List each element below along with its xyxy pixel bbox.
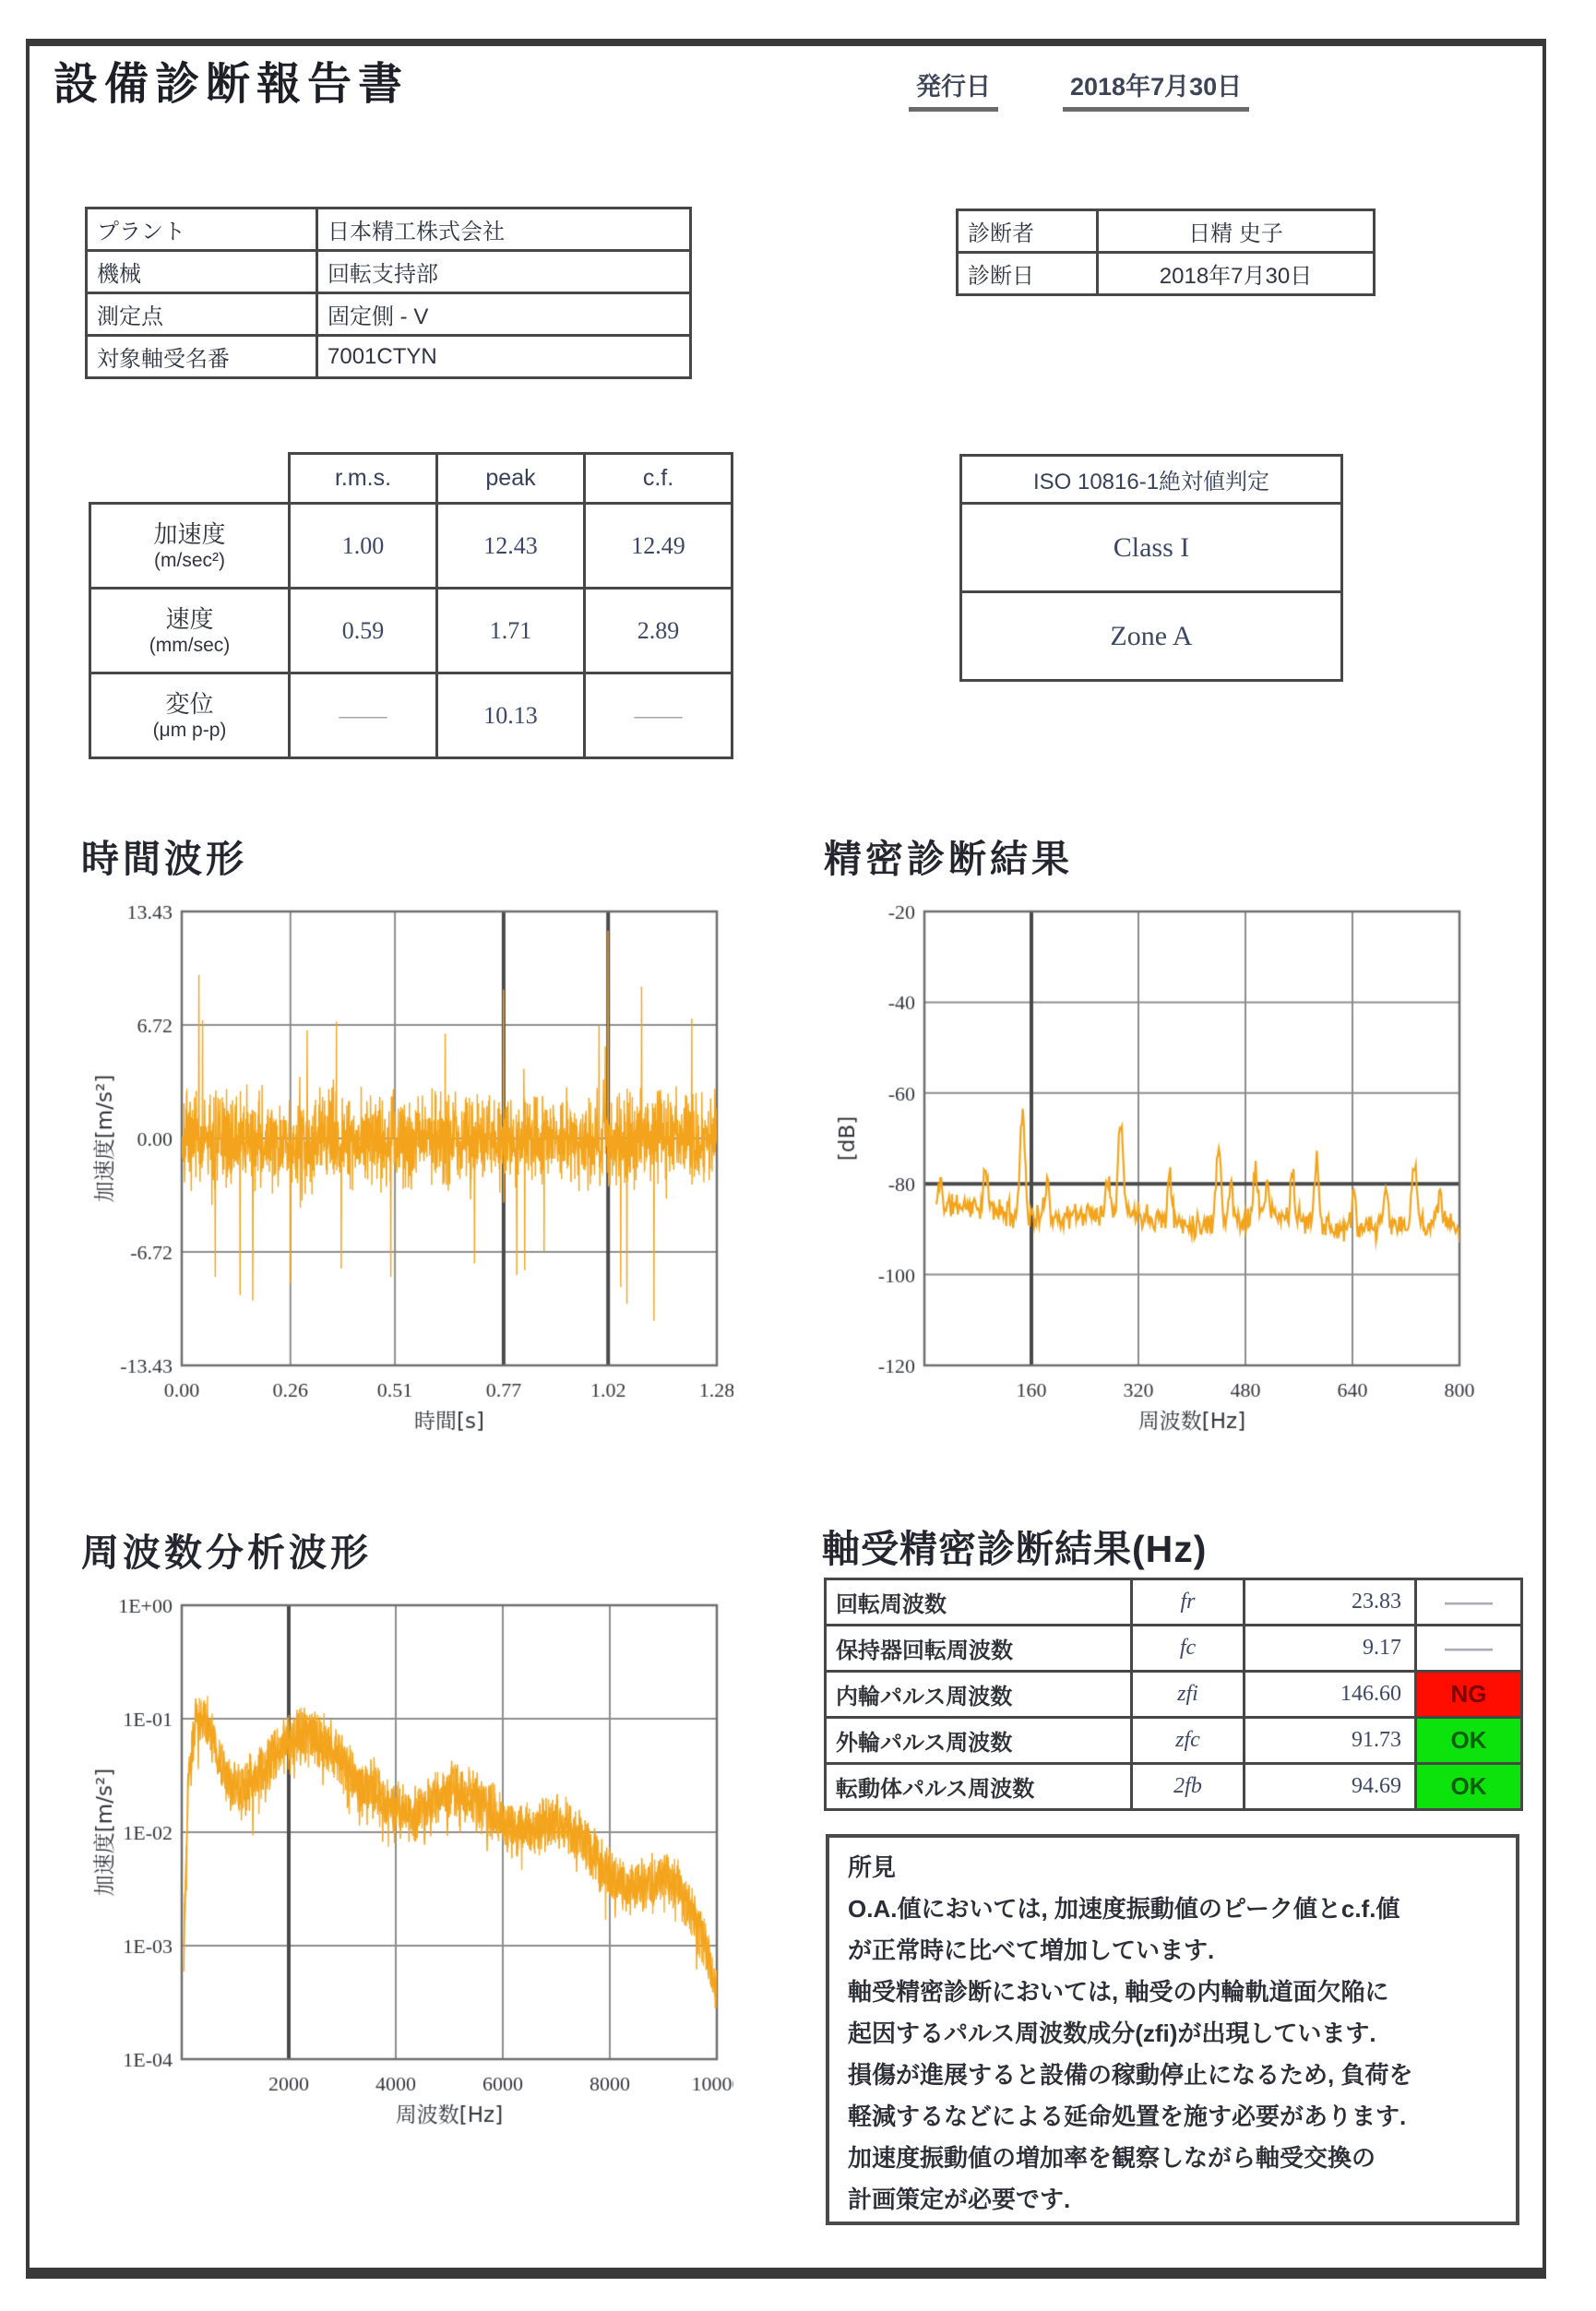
info-value: 回転支持部	[317, 251, 691, 293]
envelope-spectrum-chart	[830, 897, 1476, 1450]
table-row	[958, 253, 1375, 295]
time-waveform-chart	[88, 897, 733, 1450]
row-unit: (μm p-p)	[152, 719, 227, 741]
status-badge-ng: NG	[1416, 1672, 1522, 1718]
table-row	[958, 210, 1375, 253]
row-label: 変位	[165, 689, 214, 718]
table-row-rolling-element-pulse	[826, 1764, 1522, 1810]
table-row-displacement	[90, 673, 732, 758]
info-value: 2018年7月30日	[1098, 253, 1375, 295]
iso-header: ISO 10816-1絶対値判定	[961, 456, 1342, 504]
info-label: 対象軸受名番	[87, 336, 317, 378]
row-label: 加速度	[153, 519, 226, 548]
section-title-bearing-result: 軸受精密診断結果(Hz)	[822, 1528, 1208, 1570]
iso-judgement-table	[959, 454, 1343, 682]
fft-spectrum-chart	[88, 1590, 733, 2144]
issue-date-value: 2018年7月30日	[1063, 66, 1249, 112]
bearing-value: 9.17	[1245, 1626, 1416, 1672]
info-label: プラント	[87, 208, 317, 251]
bearing-value: 146.60	[1245, 1672, 1416, 1718]
section-title-time-waveform: 時間波形	[81, 838, 247, 880]
bearing-symbol: zfc	[1132, 1718, 1245, 1764]
findings-title: 所見	[848, 1853, 897, 1881]
bearing-label: 保持器回転周波数	[826, 1626, 1132, 1672]
table-row-inner-ring-pulse	[826, 1672, 1522, 1718]
findings-line: 起因するパルス周波数成分(zfi)が出現しています.	[848, 2019, 1376, 2047]
section-title-fft: 周波数分析波形	[81, 1531, 372, 1574]
value-cell: 12.43	[437, 504, 585, 589]
col-header-cf: c.f.	[585, 454, 732, 504]
row-header	[90, 504, 290, 589]
bearing-value: 94.69	[1245, 1764, 1416, 1810]
table-row-velocity	[90, 589, 732, 673]
findings-line: 損傷が進展すると設備の稼動停止になるため, 負荷を	[848, 2061, 1413, 2089]
bearing-value: 91.73	[1245, 1718, 1416, 1764]
info-value: 日本精工株式会社	[317, 208, 691, 251]
table-row-acceleration	[90, 504, 732, 589]
bearing-label: 外輪パルス周波数	[826, 1718, 1132, 1764]
status-badge: ――	[1416, 1579, 1522, 1626]
table-row	[87, 336, 691, 378]
bearing-label: 回転周波数	[826, 1579, 1132, 1626]
iso-class-value: Class I	[961, 504, 1342, 592]
table-row	[961, 592, 1342, 681]
status-badge-ok: OK	[1416, 1764, 1522, 1810]
info-value: 7001CTYN	[317, 336, 691, 378]
table-row	[961, 456, 1342, 504]
findings-line: 計画策定が必要です.	[848, 2186, 1071, 2213]
blank-cell	[90, 454, 290, 504]
bearing-label: 転動体パルス周波数	[826, 1764, 1132, 1810]
value-cell: 0.59	[290, 589, 437, 673]
findings-line: が正常時に比べて増加しています.	[848, 1936, 1215, 1964]
bearing-symbol: fr	[1132, 1579, 1245, 1626]
status-badge: ――	[1416, 1626, 1522, 1672]
row-unit: (m/sec²)	[154, 549, 225, 571]
info-label: 測定点	[87, 293, 317, 336]
info-label: 診断日	[958, 253, 1098, 295]
value-cell: ――	[290, 673, 437, 758]
findings-line: 軸受精密診断においては, 軸受の内輪軌道面欠陥に	[848, 1978, 1389, 2006]
findings-line: 軽減するなどによる延命処置を施す必要があります.	[848, 2103, 1407, 2130]
col-header-peak: peak	[437, 454, 585, 504]
issue-date-row	[909, 66, 1249, 112]
row-header	[90, 589, 290, 673]
table-row	[87, 251, 691, 293]
bearing-value: 23.83	[1245, 1579, 1416, 1626]
info-value: 固定側 - V	[317, 293, 691, 336]
table-row	[87, 208, 691, 251]
bearing-label: 内輪パルス周波数	[826, 1672, 1132, 1718]
findings-box	[826, 1834, 1519, 2225]
value-cell: 10.13	[437, 673, 585, 758]
row-unit: (mm/sec)	[149, 634, 231, 656]
bearing-symbol: 2fb	[1132, 1764, 1245, 1810]
status-badge-ok: OK	[1416, 1718, 1522, 1764]
value-cell: ――	[585, 673, 732, 758]
table-row	[87, 293, 691, 336]
bearing-symbol: fc	[1132, 1626, 1245, 1672]
table-row	[961, 504, 1342, 592]
col-header-rms: r.m.s.	[290, 454, 437, 504]
value-cell: 2.89	[585, 589, 732, 673]
info-value: 日精 史子	[1098, 210, 1375, 253]
findings-line: O.A.値においては, 加速度振動値のピーク値とc.f.値	[848, 1895, 1400, 1923]
table-row-rotation-frequency	[826, 1579, 1522, 1626]
row-label: 速度	[165, 604, 214, 633]
value-cell: 12.49	[585, 504, 732, 589]
diagnostician-info-table	[956, 208, 1376, 296]
value-cell: 1.71	[437, 589, 585, 673]
measurement-header-row	[90, 454, 732, 504]
page-title: 設備診断報告書	[54, 60, 410, 109]
issue-date-label: 発行日	[909, 66, 998, 112]
bearing-diagnosis-table	[824, 1578, 1523, 1811]
info-label: 診断者	[958, 210, 1098, 253]
row-header	[90, 673, 290, 758]
info-label: 機械	[87, 251, 317, 293]
measurement-table	[89, 452, 733, 759]
plant-info-table	[85, 207, 692, 379]
iso-zone-value: Zone A	[961, 592, 1342, 681]
value-cell: 1.00	[290, 504, 437, 589]
bearing-symbol: zfi	[1132, 1672, 1245, 1718]
section-title-envelope-result: 精密診断結果	[824, 838, 1073, 880]
table-row-cage-frequency	[826, 1626, 1522, 1672]
table-row-outer-ring-pulse	[826, 1718, 1522, 1764]
findings-line: 加速度振動値の増加率を観察しながら軸受交換の	[848, 2144, 1376, 2172]
